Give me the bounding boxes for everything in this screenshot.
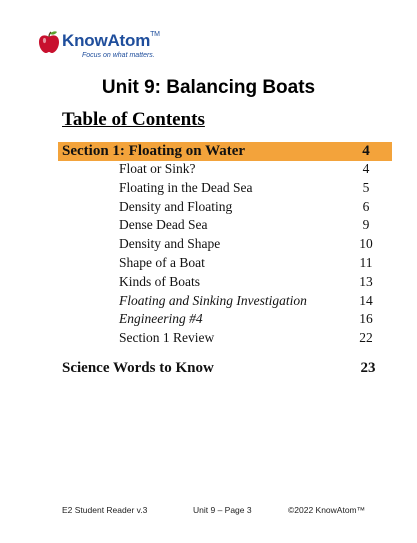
section-title[interactable]: Section 1: Floating on Water: [62, 143, 246, 159]
footer-reader-version: E2 Student Reader v.3: [62, 505, 148, 515]
toc-entry[interactable]: [0, 310, 417, 329]
toc-entry-page: 6: [362, 198, 370, 214]
toc-entry-page: 16: [359, 311, 373, 327]
science-words-title[interactable]: Science Words to Know: [62, 360, 214, 376]
toc-entry[interactable]: [0, 179, 417, 198]
toc-entry-title: Float or Sink?: [119, 161, 196, 176]
toc-entry-page: 13: [359, 273, 373, 289]
toc-entry[interactable]: [0, 329, 417, 348]
toc-entry-page: 14: [359, 292, 373, 308]
toc-entry[interactable]: [0, 216, 417, 235]
toc-entry-title: Dense Dead Sea: [119, 217, 208, 233]
brand-tagline: Focus on what matters.: [82, 52, 155, 59]
toc-entry-page: 4: [362, 161, 370, 176]
toc-entry-title: Floating in the Dead Sea: [119, 179, 253, 195]
toc-entry-page: 10: [359, 236, 373, 252]
apple-icon: [38, 30, 60, 54]
toc-entry-title: Density and Floating: [119, 198, 233, 214]
toc-entry-title: Kinds of Boats: [119, 273, 200, 289]
toc-entry-title: Density and Shape: [119, 236, 221, 252]
section-page-number: 4: [362, 143, 370, 159]
toc-entry[interactable]: [0, 235, 417, 254]
toc-entry-title: Floating and Sinking Investigation: [119, 292, 307, 308]
toc-entry[interactable]: [0, 160, 417, 179]
toc-entry-page: 22: [359, 330, 373, 346]
toc-entry-title: Section 1 Review: [119, 330, 215, 346]
unit-title: Unit 9: Balancing Boats: [101, 77, 316, 98]
toc-entry-title: Shape of a Boat: [119, 254, 205, 270]
toc-entry[interactable]: [0, 198, 417, 217]
footer-page-label: Unit 9 – Page 3: [193, 505, 252, 515]
brand-name: KnowAtom™: [62, 31, 160, 50]
toc-entry-page: 5: [362, 179, 370, 195]
toc-entry[interactable]: [0, 254, 417, 273]
toc-entry[interactable]: [0, 273, 417, 292]
science-words-page-number: 23: [360, 360, 376, 376]
toc-list: [0, 160, 417, 348]
toc-heading: Table of Contents: [62, 109, 205, 130]
toc-entry-title: Engineering #4: [119, 311, 203, 327]
toc-entry[interactable]: [0, 292, 417, 311]
footer-copyright: ©2022 KnowAtom™: [288, 505, 366, 515]
toc-entry-page: 9: [362, 217, 370, 233]
toc-entry-page: 11: [359, 254, 373, 270]
knowatom-logo: [38, 28, 198, 68]
